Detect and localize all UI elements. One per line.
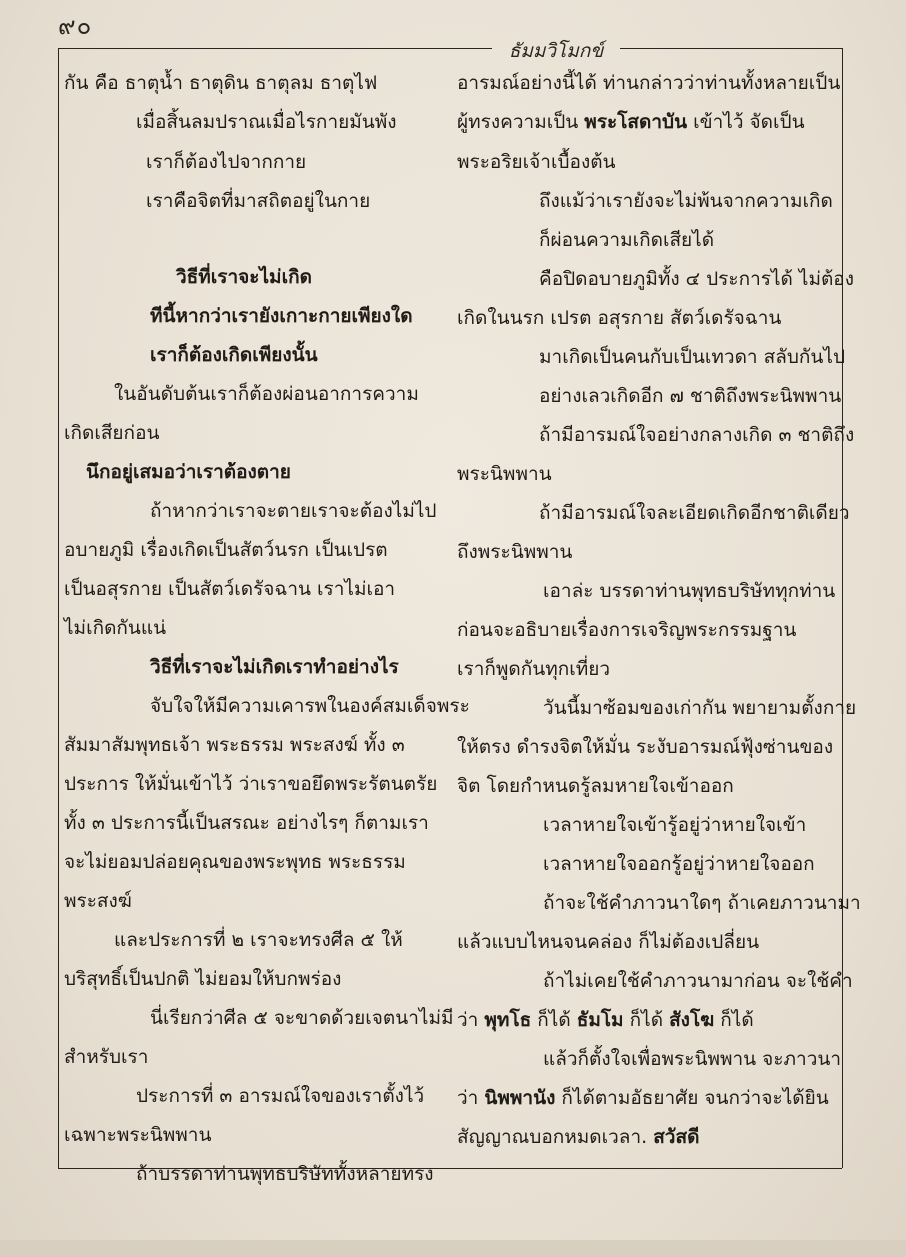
frame-right-border <box>842 48 843 1168</box>
text-line: ถ้าบรรดาท่านพุทธบริษัททั้งหลายทรง <box>136 1163 434 1185</box>
page-number: ๙๐ <box>58 12 93 40</box>
text-line: เป็นอสุรกาย เป็นสัตว์เดรัจฉาน เราไม่เอา <box>64 578 396 600</box>
text-line <box>539 381 841 411</box>
text-run: ถึงแม้ว่าเรายังจะไม่พ้นจากความเกิด <box>539 190 833 212</box>
text-line: จับใจให้มีความเคารพในองค์สมเด็จพระ <box>150 695 470 717</box>
text-line: เกิดเสียก่อน <box>64 422 160 444</box>
text-line <box>543 576 835 606</box>
text-line <box>539 225 714 255</box>
text-line <box>457 771 734 801</box>
text-line: จะไม่ยอมปล่อยคุณของพระพุทธ พระธรรม <box>64 851 406 873</box>
section-heading: วิธีที่เราจะไม่เกิด <box>176 266 312 288</box>
text-line: อบายภูมิ เรื่องเกิดเป็นสัตว์นรก เป็นเปรต <box>64 539 388 561</box>
running-header: ธัมมวิโมกข์ <box>508 40 604 62</box>
scan-bottom-edge <box>0 1240 906 1257</box>
text-line: เฉพาะพระนิพพาน <box>64 1124 212 1146</box>
text-line: เมื่อสิ้นลมปราณเมื่อไรกายมันพัง <box>136 111 397 133</box>
text-run: ก็ได้ <box>714 1009 754 1031</box>
text-run: ว่า <box>457 1009 485 1031</box>
text-line: เราคือจิตที่มาสถิตอยู่ในกาย <box>146 190 371 212</box>
section-heading: ทีนี้หากว่าเรายังเกาะกายเพียงใด <box>150 305 413 327</box>
text-line: ประการที่ ๓ อารมณ์ใจของเราตั้งไว้ <box>136 1085 425 1107</box>
text-line <box>539 498 850 528</box>
text-line <box>543 693 856 723</box>
text-line <box>543 1044 841 1074</box>
text-line: ประการ ให้มั่นเข้าไว้ ว่าเราขอยึดพระรัตนตรัย <box>64 773 438 795</box>
text-line <box>457 615 796 645</box>
text-line <box>457 459 552 489</box>
text-run: ให้ตรง ดำรงจิตให้มั่น ระงับอารมณ์ฟุ้งซ่านของ <box>457 736 834 758</box>
text-line <box>457 927 759 957</box>
text-line <box>543 849 815 879</box>
text-line <box>457 68 840 98</box>
text-line: นี่เรียกว่าศีล ๕ จะขาดด้วยเจตนาไม่มี <box>150 1007 454 1029</box>
text-line <box>457 303 781 333</box>
text-line <box>457 1122 699 1152</box>
text-run: เวลาหายใจเข้ารู้อยู่ว่าหายใจเข้า <box>543 814 807 836</box>
text-run: อย่างเลวเกิดอีก ๗ ชาติถึงพระนิพพาน <box>539 385 842 407</box>
text-run: สัญญาณบอกหมดเวลา. <box>457 1126 654 1148</box>
emphasized-term: สวัสดี <box>653 1126 700 1148</box>
text-line: ในอันดับต้นเราก็ต้องผ่อนอาการความ <box>114 383 419 405</box>
text-line: บริสุทธิ์เป็นปกติ ไม่ยอมให้บกพร่อง <box>64 968 342 990</box>
text-run: ก็ผ่อนความเกิดเสียได้ <box>539 229 715 251</box>
text-line <box>539 342 845 372</box>
text-run: ว่า <box>457 1087 485 1109</box>
text-line <box>539 186 833 216</box>
emphasized-term: พระโสดาบัน <box>584 111 688 133</box>
text-line <box>543 888 861 918</box>
text-run: ผู้ทรงความเป็น <box>457 111 585 133</box>
header-rule-right <box>620 48 842 49</box>
text-line <box>457 1005 754 1035</box>
text-run: อารมณ์อย่างนี้ได้ ท่านกล่าวว่าท่านทั้งหลายเป็น <box>457 72 841 94</box>
text-run: ถ้ามีอารมณ์ใจละเอียดเกิดอีกชาติเดียว <box>539 502 850 524</box>
emphasized-term: พุทโธ <box>484 1009 532 1031</box>
text-run: ถ้าไม่เคยใช้คำภาวนามาก่อน จะใช้คำ <box>543 970 853 992</box>
text-run: เวลาหายใจออกรู้อยู่ว่าหายใจออก <box>543 853 815 875</box>
text-line: พระสงฆ์ <box>64 890 132 912</box>
text-line: กัน คือ ธาตุน้ำ ธาตุดิน ธาตุลม ธาตุไฟ <box>64 72 378 94</box>
text-run: เราก็พูดกันทุกเที่ยว <box>457 658 611 680</box>
text-line <box>457 732 833 762</box>
text-run: ก็ได้ <box>531 1009 577 1031</box>
text-line <box>457 537 572 567</box>
text-run: เข้าไว้ จัดเป็น <box>687 111 805 133</box>
text-line <box>457 654 610 684</box>
text-run: ก่อนจะอธิบายเรื่องการเจริญพระกรรมฐาน <box>457 619 797 641</box>
section-heading: เราก็ต้องเกิดเพียงนั้น <box>150 344 318 366</box>
text-line: ไม่เกิดกันแน่ <box>64 617 167 639</box>
text-line: ทั้ง ๓ ประการนี้เป็นสรณะ อย่างไรๆ ก็ตามเรา <box>64 812 429 834</box>
emphasized-term: ธัมโม <box>576 1009 624 1031</box>
text-line <box>543 810 806 840</box>
text-run: พระอริยเจ้าเบื้องต้น <box>457 151 616 173</box>
text-line <box>457 107 805 137</box>
text-line <box>457 1083 829 1113</box>
section-heading: นึกอยู่เสมอว่าเราต้องตาย <box>86 461 291 483</box>
text-run: แล้วก็ตั้งใจเพื่อพระนิพพาน จะภาวนา <box>543 1048 842 1070</box>
text-run: ถ้ามีอารมณ์ใจอย่างกลางเกิด ๓ ชาติถึง <box>539 424 855 446</box>
text-run: ถ้าจะใช้คำภาวนาใดๆ ถ้าเคยภาวนามา <box>543 892 861 914</box>
frame-left-border <box>58 48 59 1168</box>
text-run: คือปิดอบายภูมิทั้ง ๔ ประการได้ ไม่ต้อง <box>539 268 854 290</box>
text-line <box>457 147 616 177</box>
text-line <box>539 420 854 450</box>
text-run: ถึงพระนิพพาน <box>457 541 573 563</box>
text-run: แล้วแบบไหนจนคล่อง ก็ไม่ต้องเปลี่ยน <box>457 931 760 953</box>
text-run: มาเกิดเป็นคนกับเป็นเทวดา สลับกันไป <box>539 346 846 368</box>
section-heading: วิธีที่เราจะไม่เกิดเราทำอย่างไร <box>150 656 399 678</box>
text-run: วันนี้มาซ้อมของเก่ากัน พยายามตั้งกาย <box>543 697 857 719</box>
text-line: สัมมาสัมพุทธเจ้า พระธรรม พระสงฆ์ ทั้ง ๓ <box>64 734 405 756</box>
text-line <box>539 264 854 294</box>
text-line: เราก็ต้องไปจากกาย <box>146 151 307 173</box>
emphasized-term: นิพพานัง <box>484 1087 556 1109</box>
text-line: ถ้าหากว่าเราจะตายเราจะต้องไม่ไป <box>150 500 437 522</box>
emphasized-term: สังโฆ <box>669 1009 715 1031</box>
text-run: พระนิพพาน <box>457 463 552 485</box>
text-run: ก็ได้ <box>623 1009 670 1031</box>
text-run: เกิดในนรก เปรต อสุรกาย สัตว์เดรัจฉาน <box>457 307 782 329</box>
text-line: และประการที่ ๒ เราจะทรงศีล ๕ ให้ <box>114 929 403 951</box>
text-line: สำหรับเรา <box>64 1046 149 1068</box>
text-run: เอาล่ะ บรรดาท่านพุทธบริษัททุกท่าน <box>543 580 836 602</box>
text-run: ก็ได้ตามอัธยาศัย จนกว่าจะได้ยิน <box>555 1087 829 1109</box>
text-run: จิต โดยกำหนดรู้ลมหายใจเข้าออก <box>457 775 734 797</box>
text-line <box>543 966 853 996</box>
header-rule-left <box>58 48 492 49</box>
